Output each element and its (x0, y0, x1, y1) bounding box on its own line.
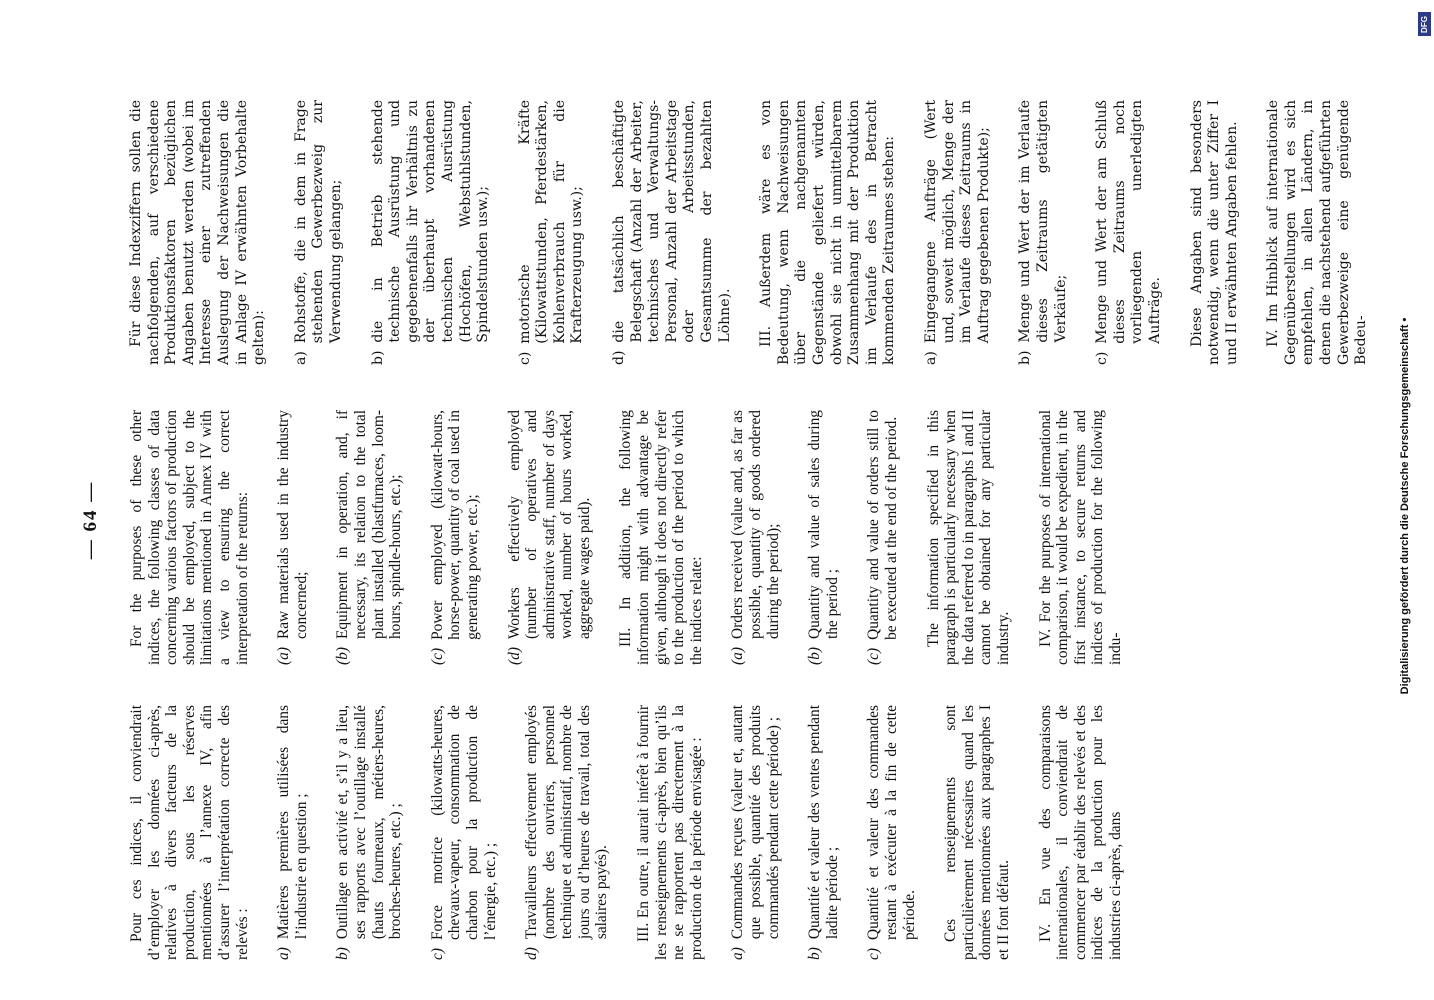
item-label: (a) (275, 647, 293, 665)
item-label: (b) (334, 647, 352, 665)
en-item-c (429, 410, 482, 665)
en-section-iii: III. In addition, the following information might with advantage be given, although it does not directly refer to the production of the period to which the indices relate: (617, 410, 705, 665)
fr-item-iii-a (729, 705, 782, 960)
logo-text: DFG (1420, 15, 1430, 33)
item-text: Outillage en activité et, s’il y a lieu, ses rapports avec l’outillage installé (hauts fourneaux, métiers-heures, broches-heures, etc.) ; (334, 705, 405, 940)
item-text: die in Betrieb stehende technische Ausrüstung und gegebenenfalls ihr Verhältnis zu der überhaupt vorhandenen technischen Ausrüstung (Hochöfen, Webstuhlstunden, Spindelstunden usw.); (369, 100, 492, 343)
item-label: c) (865, 948, 883, 960)
en-item-b (334, 410, 404, 665)
item-label: (d) (505, 647, 523, 665)
fr-item-a (275, 705, 310, 960)
fr-item-d (523, 705, 611, 960)
dfg-logo (1418, 12, 1431, 36)
item-label: a) (292, 351, 309, 365)
fr-item-b (334, 705, 404, 960)
de-item-iii-a (923, 100, 993, 365)
en-item-iii-a (729, 410, 782, 665)
de-note-paragraph: Diese Angaben sind besonders notwendig, wenn die unter Ziffer I und II erwähnten Angaben fehlen. (1188, 100, 1240, 365)
fr-item-c (429, 705, 499, 960)
de-item-d (611, 100, 734, 365)
item-label: (c) (865, 647, 883, 665)
fr-note-paragraph: Ces renseignements sont particulièrement nécessaires quand les données mentionnées aux paragraphes I et II font défaut. (942, 705, 1012, 960)
en-item-iii-b (806, 410, 841, 665)
en-section-iv: IV. For the purposes of international comparison, it would be expedient, in the first instance, to secure returns and indices of production for the following indu- (1036, 410, 1124, 665)
item-label: a) (922, 351, 939, 365)
item-text: die tatsächlich beschäftigte Belegschaft (Anzahl der Arbeiter, technisches und Verwaltungs-Personal, Anzahl der Arbeitstage oder Arbeitsstunden, Gesamtsumme der bezahlten Löhne). (611, 100, 733, 343)
item-text: Quantité et valeur des commandes restant à exécuter à la fin de cette période. (865, 705, 918, 941)
rotated-page (80, 80, 1370, 960)
en-intro-paragraph: For the purposes of these other indices, the following classes of data concerning various factors of production should be employed, subject to the limitations mentioned in Annex IV with a view to ensuring the correct interpretation of the returns: (128, 410, 251, 665)
fr-item-iii-b (806, 705, 841, 960)
item-label: c) (516, 351, 533, 365)
item-label: (b) (806, 647, 824, 665)
item-text: Commandes reçues (valeur et, autant que possible, quantité des produits commandés pendant cette période) ; (729, 705, 782, 940)
de-item-iii-b (1017, 100, 1070, 365)
item-label: c) (1094, 351, 1111, 365)
digitization-credit: Digitalisierung gefördert durch die Deutsche Forschungsgemeinschaft • (1399, 317, 1411, 695)
de-item-a (293, 100, 346, 365)
item-text: Quantity and value of sales during the period ; (806, 410, 841, 640)
item-text: Orders received (value and, as far as possible, quantity of goods ordered during the period); (729, 410, 782, 640)
item-label: (a) (729, 647, 747, 665)
item-text: motorische Kräfte (Kilowattstunden, Pferdestärken, Kohlenverbrauch für die Krafterzeugung usw.); (516, 100, 586, 344)
column-french (128, 705, 1149, 960)
item-label: a) (729, 947, 747, 960)
fr-section-iii: III. En outre, il aurait intérêt à fournir les renseignements ci-après, bien qu’ils ne se rapportent pas directement à la production de la période envisagée : (635, 705, 705, 960)
de-section-iv: IV. Im Hinblick auf internationale Gegenüberstellungen wird es sich empfehlen, in allen Ländern, in denen die nachstehend aufgeführten Gewerbezweige eine genügende Bedeu- (1265, 100, 1370, 365)
item-label: c) (428, 948, 446, 960)
en-item-d (506, 410, 594, 665)
en-note-paragraph: The information specified in this paragraph is particularly necessary when the data referred to in paragraphs I and II cannot be obtained for any particular industry. (924, 410, 1012, 665)
item-text: Quantity and value of orders still to be executed at the end of the period. (865, 410, 900, 640)
en-item-a (275, 410, 310, 665)
fr-intro-paragraph: Pour ces indices, il conviendrait d’employer les données ci-après, relatives à divers facteurs de la production, sous les réserves mentionnées à l’annexe IV, afin d’assurer l’interprétation correcte des relevés : (128, 705, 251, 960)
item-label: d) (611, 350, 628, 365)
item-label: b) (1017, 350, 1034, 365)
de-intro-paragraph: Für diese Indexziffern sollen die nachfolgenden, auf verschiedene Produktionsfaktoren bezüglichen Angaben benutzt werden (wobei im Interesse einer zutreffenden Auslegung der Nachweisungen die in Anlage IV erwähnten Vorbehalte gelten): (128, 100, 268, 365)
de-item-iii-c (1094, 100, 1164, 365)
item-text: Equipment in operation, and, if necessary, its relation to the total plant installed (blastfurnaces, loom-hours, spindle-hours, etc.); (334, 410, 405, 640)
item-text: Rohstoffe, die in dem in Frage stehenden Gewerbezweig zur Verwendung gelangen; (292, 100, 344, 344)
de-item-b (370, 100, 493, 365)
item-label: a) (275, 947, 293, 960)
item-text: Power employed (kilowatt-hours, horse-power, quantity of coal used in generating power, etc.); (428, 410, 481, 640)
item-text: Menge und Wert der am Schluß dieses Zeitraums noch vorliegenden unerledigten Aufträge. (1094, 100, 1163, 344)
page-number: — 64 — (80, 480, 101, 560)
column-english (128, 410, 1149, 665)
fr-section-iv: IV. En vue des comparaisons internationales, il conviendrait de commencer par établir des relevés et des indices de la production pour les industries ci-après, dans (1036, 705, 1124, 960)
item-label: (c) (428, 647, 446, 665)
item-text: Force motrice (kilowatts-heures, chevaux-vapeur, consommation de charbon pour la production de l’énergie, etc.) ; (428, 705, 499, 941)
item-label: d) (523, 947, 541, 960)
de-item-c (517, 100, 587, 365)
item-text: Workers effectively employed (number of operatives and administrative staff, number of days worked, number of hours worked, aggregate wages paid). (505, 410, 593, 640)
de-section-iii: III. Außerdem wäre es von Bedeutung, wenn Nachweisungen über die nachgenannten Gegenstände geliefert würden, obwohl sie nicht in unmittelbarem Zusammenhang mit der Produktion im Verlaufe des in Betracht kommenden Zeitraumes stehen: (758, 100, 898, 365)
column-german (128, 100, 1395, 365)
item-text: Matières premières utilisées dans l’industrie en question ; (275, 705, 310, 940)
item-label: b) (806, 947, 824, 960)
item-label: b) (369, 350, 386, 365)
item-text: Travailleurs effectivement employés (nombre des ouvriers, personnel technique et administratif, nombre de jours ou d’heures de travail, total des salaires payés). (523, 705, 611, 940)
item-label: b) (334, 947, 352, 960)
item-text: Quantité et valeur des ventes pendant ladite période ; (806, 705, 841, 940)
fr-item-iii-c (865, 705, 918, 960)
item-text: Raw materials used in the industry concerned; (275, 410, 310, 640)
en-item-iii-c (865, 410, 900, 665)
item-text: Menge und Wert der im Verlaufe dieses Zeitraums getätigten Verkäufe; (1017, 100, 1069, 343)
item-text: Eingegangene Aufträge (Wert und, soweit möglich, Menge der im Verlaufe dieses Zeitraums in Auftrag gegebenen Produkte); (922, 100, 992, 344)
